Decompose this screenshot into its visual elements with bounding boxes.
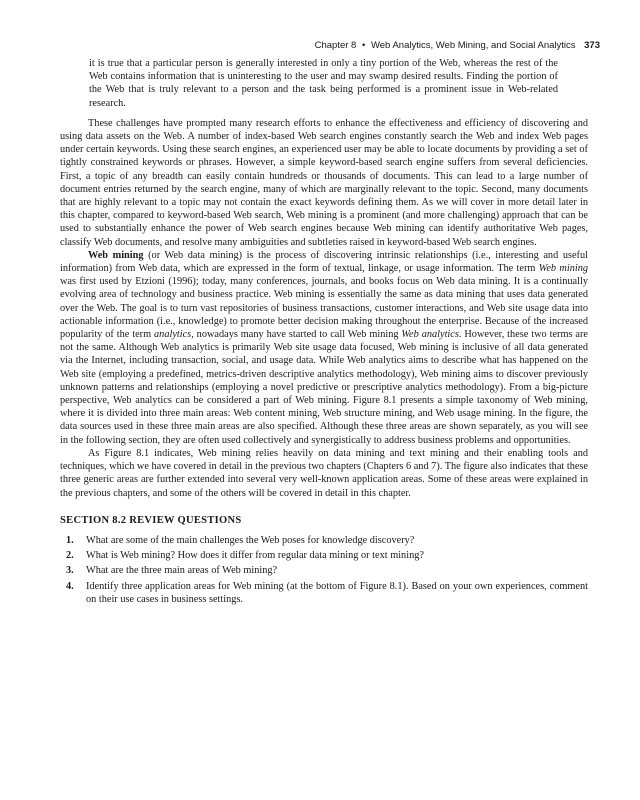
chapter-title: Web Analytics, Web Mining, and Social Analytics — [370, 40, 576, 51]
block-quote: it is true that a particular person is generally interested in only a tiny portion of the Web, whereas the rest of the Web contains information that is uninteresting to the user and may swamp desired results. Finding the portion of the Web that is truly relevant to a person and the task being performed is a prominent issue in Web-related research. — [89, 58, 558, 109]
review-questions-list — [60, 534, 588, 606]
page-body — [60, 57, 588, 608]
web-mining-term: Web mining — [88, 249, 144, 261]
section-heading: SECTION 8.2 REVIEW QUESTIONS — [60, 514, 242, 526]
page-number: 373 — [584, 40, 600, 51]
chapter-label: Chapter 8 — [314, 40, 357, 51]
review-question: 3. What are the three main areas of Web mining? — [66, 565, 278, 577]
review-question: 4. Identify three application areas for Web mining (at the bottom of Figure 8.1). Based on your own experiences, comment on their use cases in business settings. — [66, 580, 588, 605]
paragraph-web-mining-definition: Web mining (or Web data mining) is the process of discovering intrinsic relationships (i.e., interesting and useful information) from Web data, which are expressed in the form of textual, linkage, or usage information. The term Web mining was first used by Etzioni (1996); today, many conferences, journals, and books focus on Web data mining. It is a continually evolving area of technology and business practice. Web mining is essentially the same as data mining that uses data generated over the Web. The goal is to turn vast repositories of business transactions, customer interactions, and Web site usage data into actionable information (i.e., knowledge) to promote better decision making throughout the enterprise. Because of the increased popularity of the term analytics, nowadays many have started to call Web mining Web analytics. However, these two terms are not the same. Although Web analytics is primarily Web site usage data focused, Web mining is inclusive of all data generated via the Internet, including transaction, social, and usage data. While Web analytics aims to describe what has happened on the Web site (employing a predefined, metrics-driven descriptive analytics methodology), Web mining aims to discover previously unknown patterns and relationships (employing a novel predictive or prescriptive analytics methodology). From a big-picture perspective, Web analytics can be considered a part of Web mining. Figure 8.1 presents a simple taxonomy of Web mining, where it is divided into three main areas: Web content mining, Web structure mining, and Web usage mining. In the figure, the data sources used in these three main areas are also specified. Although these three areas are shown separately, as you will see in the following section, they are often used collectively and synergistically to address business problems and opportunities. — [60, 249, 589, 446]
header-bullet: • — [362, 40, 366, 51]
review-question: 2. What is Web mining? How does it differ from regular data mining or text mining? — [66, 550, 424, 562]
paragraph-challenges: These challenges have prompted many research efforts to enhance the effectiveness and efficiency of discovering and using data assets on the Web. A number of index-based Web search engines constantly search the Web and index Web pages under certain keywords. Using these search engines, an experienced user may be able to locate documents by providing a set of tightly constrained keywords or phrases. However, a simple keyword-based search engine suffers from several deficiencies. First, a topic of any breadth can easily contain hundreds or thousands of documents. This can lead to a large number of document entries returned by the search engine, many of which are marginally relevant to the topic. Second, many documents that are highly relevant to a topic may not contain the exact keywords defining them. As we will cover in more detail later in this chapter, compared to keyword-based Web search, Web mining is a prominent (and more challenging) approach that can be used to substantially enhance the power of Web search engines because Web mining can identify authoritative Web pages, classify Web documents, and resolve many ambiguities and subtleties raised in keyword-based Web search engines. — [60, 117, 588, 248]
paragraph-figure-reference: As Figure 8.1 indicates, Web mining relies heavily on data mining and text mining and their enabling tools and techniques, which we have covered in detail in the previous two chapters (Chapters 6 and 7). The figure also indicates that these three generic areas are further extended into several very well-known application areas. Some of these areas were explained in the previous chapters, and some of the others will be covered in detail in this chapter. — [60, 447, 588, 499]
review-question: 1. What are some of the main challenges the Web poses for knowledge discovery? — [66, 534, 415, 546]
running-header — [300, 40, 600, 51]
